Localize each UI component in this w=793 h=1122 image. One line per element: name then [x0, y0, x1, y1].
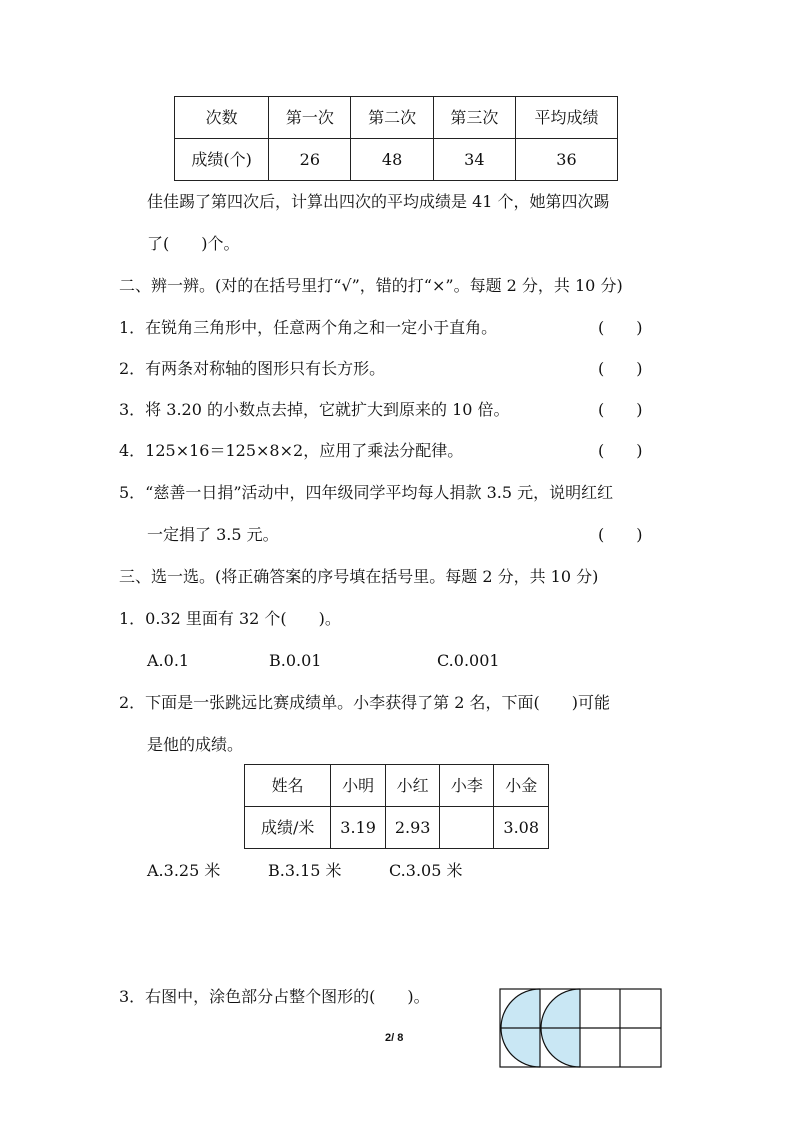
list-item: 3．将 3.20 的小数点去掉，它就扩大到原来的 10 倍。: [119, 400, 510, 419]
option-c: C.3.05 米: [389, 861, 463, 880]
list-item: 2．有两条对称轴的图形只有长方形。: [119, 359, 386, 378]
table-cell: 36: [515, 139, 617, 181]
question-text: 3．右图中，涂色部分占整个图形的( )。: [119, 987, 430, 1006]
question-text: 了( )个。: [147, 234, 240, 253]
table-header-cell: 第二次: [351, 97, 433, 139]
answer-paren: ( ): [598, 359, 643, 378]
table-header-cell: 第三次: [433, 97, 515, 139]
table-header-cell: 第一次: [269, 97, 351, 139]
list-item: 1．在锐角三角形中，任意两个角之和一定小于直角。: [119, 318, 498, 337]
table-header-cell: 小明: [331, 765, 386, 807]
answer-paren: ( ): [598, 318, 643, 337]
table-cell: 48: [351, 139, 433, 181]
option-a: A.0.1: [147, 651, 190, 670]
answer-paren: ( ): [598, 441, 643, 460]
table-cell: 2.93: [385, 807, 440, 849]
table-cell: 3.19: [331, 807, 386, 849]
list-item: 4．125×16＝125×8×2，应用了乘法分配律。: [119, 441, 464, 460]
answer-paren: ( ): [598, 525, 643, 544]
option-a: A.3.25 米: [147, 861, 221, 880]
option-b: B.0.01: [269, 651, 322, 670]
list-item-continuation: 一定捐了 3.5 元。: [147, 525, 279, 544]
table-cell: [440, 807, 494, 849]
table-header-cell: 姓名: [245, 765, 331, 807]
table-header-cell: 小金: [494, 765, 549, 807]
question-text: 2．下面是一张跳远比赛成绩单。小李获得了第 2 名，下面( )可能: [119, 693, 611, 712]
table-cell: 26: [269, 139, 351, 181]
option-b: B.3.15 米: [268, 861, 342, 880]
table-cell: 成绩(个): [175, 139, 269, 181]
section-title: 二、辨一辨。(对的在括号里打“√”，错的打“×”。每题 2 分，共 10 分): [119, 276, 623, 295]
question-text: 佳佳踢了第四次后，计算出四次的平均成绩是 41 个，她第四次踢: [147, 192, 610, 211]
score-table-jiajia: [174, 96, 618, 181]
table-cell: 3.08: [494, 807, 549, 849]
table-header-cell: 小红: [385, 765, 440, 807]
table-header-cell: 次数: [175, 97, 269, 139]
table-header-cell: 平均成绩: [515, 97, 617, 139]
list-item: 5．“慈善一日捐”活动中，四年级同学平均每人捐款 3.5 元，说明红红: [119, 483, 614, 502]
option-c: C.0.001: [437, 651, 500, 670]
shaded-grid-figure: [499, 988, 663, 1068]
table-cell: 成绩/米: [245, 807, 331, 849]
section-title: 三、选一选。(将正确答案的序号填在括号里。每题 2 分，共 10 分): [119, 567, 599, 586]
table-cell: 34: [433, 139, 515, 181]
question-text: 是他的成绩。: [147, 735, 244, 754]
table-header-cell: 小李: [440, 765, 494, 807]
page-number: 2/ 8: [385, 1032, 404, 1044]
long-jump-table: [244, 764, 549, 849]
question-text: 1．0.32 里面有 32 个( )。: [119, 609, 341, 628]
answer-paren: ( ): [598, 400, 643, 419]
